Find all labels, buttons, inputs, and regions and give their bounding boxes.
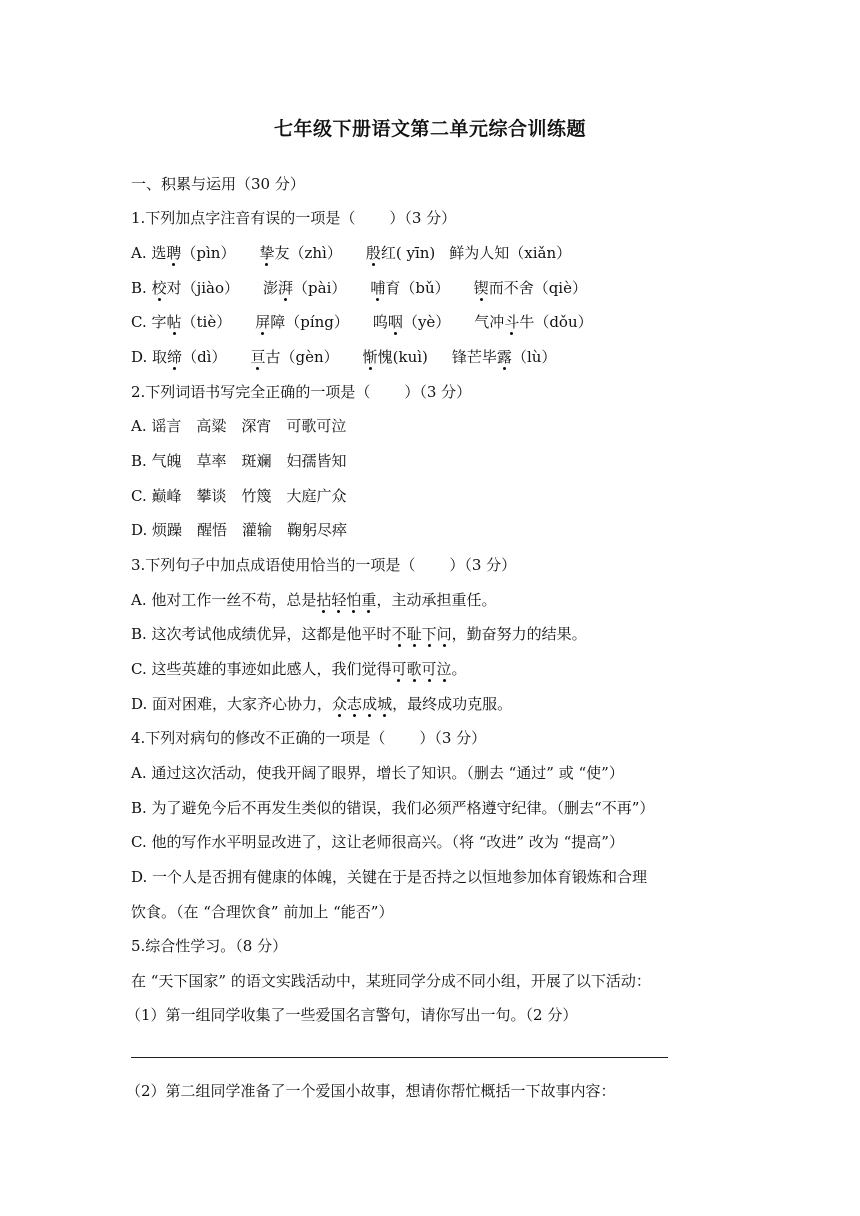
question-2-stem-text: 2.下列词语书写完全正确的一项是（	[131, 383, 371, 401]
question-3-option-b	[131, 623, 587, 645]
dotted-char: 可	[391, 660, 407, 678]
question-4-option-d: D. 一个人是否拥有健康的体魄，关键在于是否持之以恒地参加体育锻炼和合理	[131, 868, 648, 886]
dotted-char: 湃	[278, 279, 294, 297]
question-3-score: ）（3 分）	[449, 556, 517, 574]
word-part: 障（píng）	[270, 313, 349, 331]
question-1-score: ）（3 分）	[389, 209, 457, 227]
question-1-stem	[131, 207, 456, 229]
question-2-option-d: D. 烦躁 醒悟 灌输 鞠躬尽瘁	[131, 521, 348, 539]
word-part: 字	[151, 313, 167, 331]
dotted-char: 志	[347, 695, 363, 713]
question-3-option-a	[131, 589, 496, 611]
question-4-option-c: C. 他的写作水平明显改进了，这让老师很高兴。（将 “改进” 改为 “提高”）	[131, 833, 624, 851]
dotted-char: 亘	[250, 348, 266, 366]
sentence-part: 。	[451, 660, 467, 678]
sentence-part: A. 他对工作一丝不苟，总是	[131, 591, 317, 609]
dotted-char: 问	[436, 625, 452, 643]
sentence-part: D. 面对困难，大家齐心协力，	[131, 695, 333, 713]
option-label: D.	[131, 348, 153, 366]
question-4-score: ）（3 分）	[419, 729, 487, 747]
dotted-char: 可	[421, 660, 437, 678]
word-part: 友（zhì）	[274, 244, 342, 262]
word-part: 古（gèn）	[265, 348, 339, 366]
dotted-char: 露	[496, 348, 512, 366]
dotted-char: 城	[377, 695, 393, 713]
answer-line[interactable]	[131, 1057, 668, 1058]
question-4-option-a: A. 通过这次活动，使我开阔了眼界，增长了知识。（删去 “通过” 或 “使”）	[131, 764, 624, 782]
option-label: A.	[131, 244, 152, 262]
dotted-char: 下	[421, 625, 437, 643]
dotted-char: 缔	[167, 348, 183, 366]
page-title: 七年级下册语文第二单元综合训练题	[273, 118, 586, 140]
dotted-char: 咽	[387, 313, 403, 331]
question-3-stem	[131, 554, 516, 576]
section-heading: 一、积累与运用（30 分）	[131, 175, 305, 193]
dotted-char: 锲	[473, 279, 489, 297]
word-part: 红( yīn)	[380, 244, 436, 262]
dotted-char: 帖	[166, 313, 182, 331]
dotted-char: 不	[391, 625, 407, 643]
dotted-char: 重	[361, 591, 377, 609]
word-part: 取	[152, 348, 168, 366]
question-5-part-1: （1）第一组同学收集了一些爱国名言警句，请你写出一句。（2 分）	[126, 1006, 578, 1024]
dotted-char: 斗	[504, 313, 520, 331]
dotted-char: 校	[151, 279, 167, 297]
question-2-option-c: C. 巅峰 攀谈 竹篾 大庭广众	[131, 487, 347, 505]
dotted-char: 轻	[331, 591, 347, 609]
dotted-char: 拈	[316, 591, 332, 609]
dotted-char: 泣	[436, 660, 452, 678]
word-part: （pài）	[293, 279, 347, 297]
word-part: （yè）	[402, 313, 451, 331]
question-4-stem	[131, 727, 486, 749]
dotted-char: 哺	[370, 279, 386, 297]
question-1-option-d	[131, 346, 556, 368]
dotted-char: 成	[362, 695, 378, 713]
dotted-char: 挚	[259, 244, 275, 262]
question-4-option-d-continued: 饮食。（在 “合理饮食” 前加上 “能否”）	[131, 903, 394, 921]
question-5-part-2: （2）第二组同学准备了一个爱国小故事，想请你帮忙概括一下故事内容：	[126, 1082, 616, 1100]
option-label: B.	[131, 279, 152, 297]
word-part: 呜	[372, 313, 388, 331]
question-5-stem: 5.综合性学习。（8 分）	[131, 937, 288, 955]
question-2-stem	[131, 381, 471, 403]
dotted-char: 殷	[365, 244, 381, 262]
question-1-option-c	[131, 311, 593, 333]
word-part: 牛（dǒu）	[519, 313, 593, 331]
word-part: 而不舍（qiè）	[488, 279, 587, 297]
word-part: 气冲	[474, 313, 505, 331]
dotted-char: 屏	[255, 313, 271, 331]
word-part: 选	[151, 244, 167, 262]
question-2-score: ）（3 分）	[404, 383, 472, 401]
option-label: C.	[131, 313, 152, 331]
word-part: 愧(kuì)	[377, 348, 428, 366]
word-part: 对（jiào）	[166, 279, 240, 297]
word-part: 鲜为人知（xiǎn）	[449, 244, 572, 262]
question-5-intro: 在 “天下国家” 的语文实践活动中，某班同学分成不同小组，开展了以下活动：	[131, 972, 651, 990]
sentence-part: ，最终成功克服。	[392, 695, 513, 713]
sentence-part: ，主动承担重任。	[376, 591, 497, 609]
sentence-part: B. 这次考试他成绩优异，这都是他平时	[131, 625, 392, 643]
question-3-stem-text: 3.下列句子中加点成语使用恰当的一项是（	[131, 556, 416, 574]
sentence-part: C. 这些英雄的事迹如此感人，我们觉得	[131, 660, 392, 678]
word-part: （dì）	[182, 348, 227, 366]
question-1-option-b	[131, 277, 587, 299]
question-1-stem-text: 1.下列加点字注音有误的一项是（	[131, 209, 356, 227]
question-3-option-d	[131, 693, 512, 715]
word-part: 锋芒毕	[451, 348, 497, 366]
question-3-option-c	[131, 658, 467, 680]
dotted-char: 怕	[346, 591, 362, 609]
word-part: （tiè）	[181, 313, 232, 331]
dotted-char: 歌	[406, 660, 422, 678]
word-part: 澎	[263, 279, 279, 297]
sentence-part: ，勤奋努力的结果。	[451, 625, 587, 643]
question-1-option-a	[131, 242, 571, 264]
word-part: 育（bǔ）	[385, 279, 450, 297]
question-4-option-b: B. 为了避免今后不再发生类似的错误，我们必须严格遵守纪律。（删去“不再”）	[131, 799, 655, 817]
dotted-char: 众	[332, 695, 348, 713]
dotted-char: 耻	[406, 625, 422, 643]
dotted-char: 惭	[362, 348, 378, 366]
question-2-option-a: A. 谣言 高粱 深宵 可歌可泣	[131, 417, 347, 435]
word-part: （lù）	[511, 348, 557, 366]
question-4-stem-text: 4.下列对病句的修改不正确的一项是（	[131, 729, 386, 747]
question-2-option-b: B. 气魄 草率 斑斓 妇孺皆知	[131, 452, 347, 470]
dotted-char: 聘	[166, 244, 182, 262]
word-part: （pìn）	[181, 244, 236, 262]
